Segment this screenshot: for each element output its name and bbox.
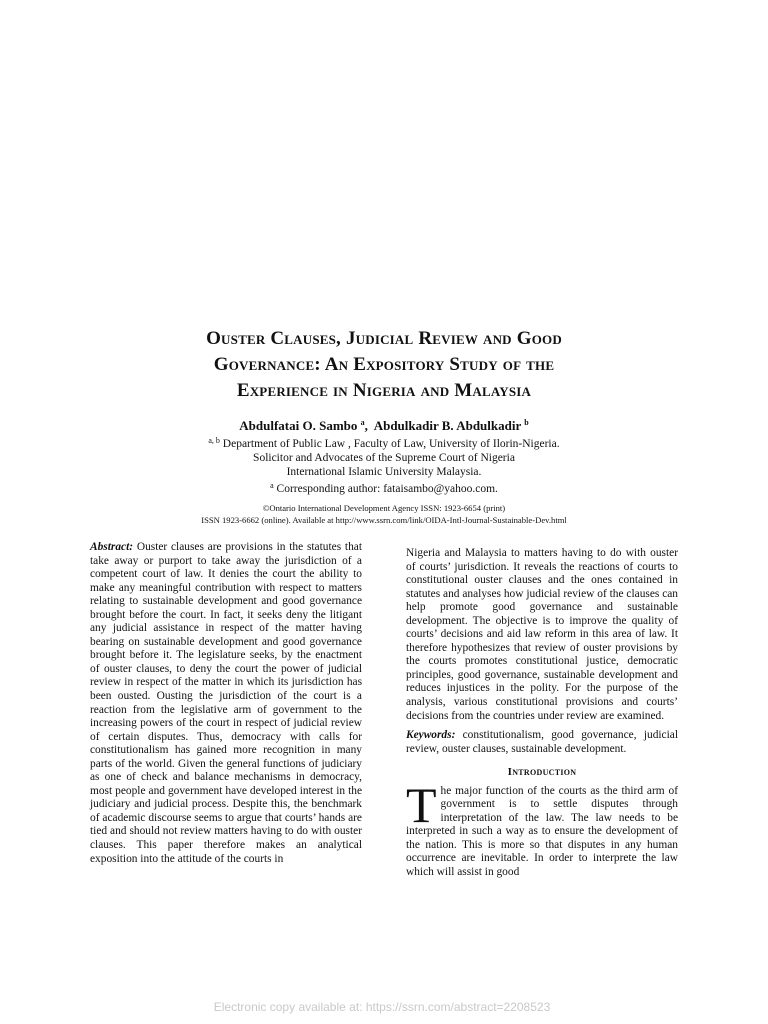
publication-line-1: ©Ontario International Development Agency ISSN: 1923-6654 (print) [262, 503, 506, 513]
abstract-label: Abstract: [90, 541, 134, 553]
introduction-text: he major function of the courts as the third arm of government is to settle disputes through interpretation of the law. The law needs to be interpreted in such a way as to ensure the development of the nation. This is more so that disputes in any human occurrence are inevitable. In order to interprete the law which will assist in good [406, 784, 678, 879]
abstract-text: Ouster clauses are provisions in the statutes that take away or purport to take away the jurisdiction of a competent court of law. It denies the court the ability to make any meaningful contribution with respect to matters relating to sustainable development and good governance brought before the court. In fact, it seeks deny the litigant any judicial assistance in respect of the matter having bearing on sustainable development and good governance brought before it. The legislature seeks, by the enactment of ouster clauses, to deny the court the power of judicial review in respect of the matter in which its jurisdiction has been ousted. Ousting the jurisdiction of the court is a reaction from the legislative arm of government to the increasing powers of the court in respect of judicial review of certain disputes. Thus, democracy with calls for constitutionalism has gained more recognition in many parts of the world. Given the general functions of judiciary as one of check and balance mechanisms in democracy, most people and government have developed interest in the judiciary and judicial process. Despite this, the benchmark of academic discourse seems to argue that courts’ hands are tied and should not review matters having to do with ouster clauses. This paper therefore makes an analytical exposition into the attitude of the courts in [90, 541, 362, 865]
keywords-paragraph [406, 729, 678, 756]
left-column [90, 541, 362, 866]
affiliation-sup: a, b [208, 436, 220, 445]
author-list [100, 415, 668, 434]
drop-cap: T [406, 776, 437, 833]
affiliation-line-2: Solicitor and Advocates of the Supreme Court of Nigeria [253, 452, 515, 464]
author-1-sup: a [360, 418, 365, 427]
title-line-2: Governance: An Expository Study of the [213, 354, 555, 375]
corresponding-author: $^a$ Corresponding author: fataisambo@yahoo.com. [270, 481, 498, 495]
affiliation-block [100, 434, 668, 496]
abstract-continuation: Nigeria and Malaysia to matters having to do with ouster of courts’ jurisdiction. It reveals the reactions of courts to constitutional ouster clauses and the ones contained in statutes and analyses how judicial review of the clauses can help promote good governance and sustainable development. The objective is to improve the quality of courts’ decisions and aid law reform in this area of law. It therefore hypothesizes that review of ouster provisions by the courts promotes constitutional justice, democratic principles, good governance, sustainable development and reduces injustices in the polity. For the purpose of the analysis, various constitutional provisions and courts’ decisions from the countries under review are examined. [406, 547, 678, 722]
author-separator: , [364, 418, 368, 433]
publication-info [100, 502, 668, 526]
title-line-3: Experience in Nigeria and Malaysia [236, 380, 532, 401]
corresponding-sup: a [270, 481, 274, 490]
abstract-paragraph [90, 541, 362, 866]
publication-line-2: ISSN 1923-6662 (online). Available at http://www.ssrn.com/link/OIDA-Intl-Journal-Sustainable-Dev.html [201, 515, 567, 525]
keywords-text: constitutionalism, good governance, judicial review, ouster clauses, sustainable development. [406, 729, 678, 755]
paper-title [100, 326, 668, 404]
author-1-name: Abdulfatai O. Sambo [239, 418, 358, 433]
right-column [406, 547, 678, 880]
ssrn-footer: Electronic copy available at: https://ssrn.com/abstract=2208523 [213, 1000, 551, 1014]
author-2-name: Abdulkadir B. Abdulkadir [373, 418, 522, 433]
introduction-paragraph [406, 776, 678, 880]
affiliation-line-3: International Islamic University Malaysia. [286, 466, 482, 478]
title-line-1: Ouster Clauses, Judicial Review and Good [206, 328, 562, 349]
keywords-label: Keywords: [406, 729, 456, 742]
affiliation-line-1: $^{a, b}$ Department of Public Law , Faculty of Law, University of Ilorin-Nigeria. [208, 436, 560, 450]
introduction-heading: Introduction [507, 766, 577, 779]
author-2-sup: b [524, 418, 529, 427]
